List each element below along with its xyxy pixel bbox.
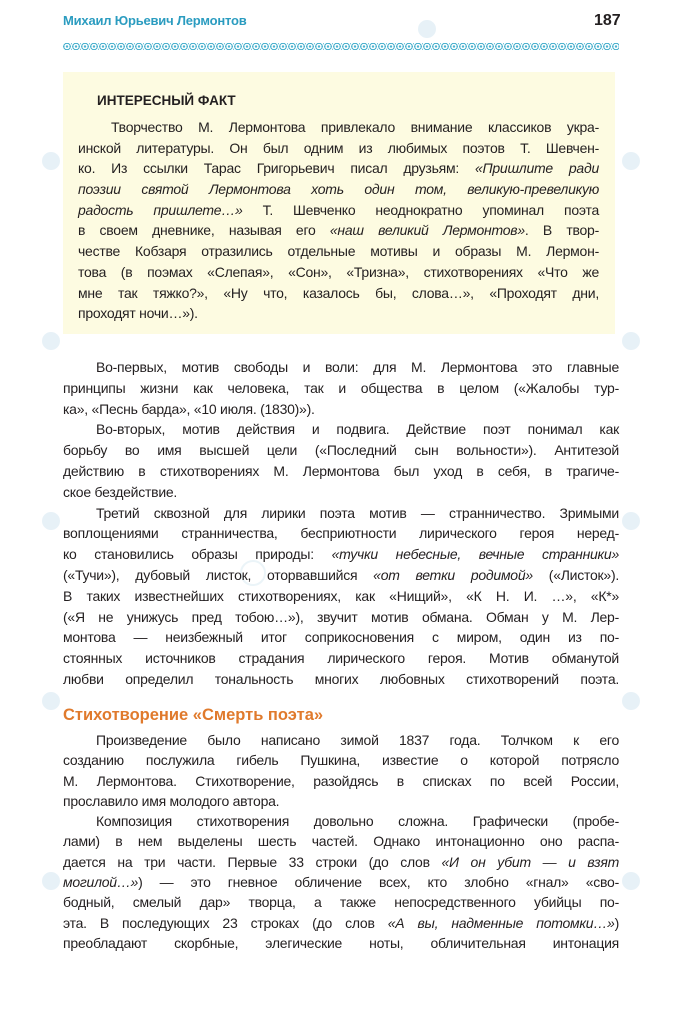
watermark-logo-icon <box>42 692 60 710</box>
watermark-logo-icon <box>622 152 640 170</box>
text-line <box>78 241 599 262</box>
text-line <box>78 303 599 324</box>
text-line <box>63 607 619 628</box>
text-line <box>78 138 599 159</box>
text-line <box>63 648 619 669</box>
text-segment: Во-первых, мотив свободы и воли: для М. Лермонтова это главные <box>96 359 619 375</box>
watermark-logo-icon <box>42 872 60 890</box>
text-line <box>63 419 619 440</box>
text-segment: воплощениями странничества, бесприютности лирического героя неред- <box>63 525 619 542</box>
text-line <box>78 262 599 283</box>
text-segment: принципы жизни как человека, так и общества в целом («Жалобы тур- <box>63 379 619 396</box>
text-segment: («Листок»). <box>532 566 619 583</box>
text-line <box>63 544 619 565</box>
text-line <box>63 771 619 791</box>
text-segment: преобладают скорбные, элегические ноты, обличительная интонация <box>63 934 619 951</box>
text-line <box>63 892 619 912</box>
text-segment: В таких известнейших стихотворениях, как «Нищий», «К Н. И. …», «К*» <box>63 587 619 604</box>
text-segment: мне так тяжко?», «Ну что, казалось бы, слова…», «Проходят дни, <box>78 284 599 301</box>
text-line <box>63 750 619 770</box>
text-segment: любви определил тональность многих любовных стихотворений поэта. <box>63 670 619 687</box>
text-segment: созданию послужила гибель Пушкина, известие о которой потрясло <box>63 752 619 769</box>
watermark-logo-icon <box>622 512 640 530</box>
text-line <box>63 357 619 378</box>
text-segment: инской литературы. Он был одним из любимых поэтов Т. Шевчен- <box>78 139 599 156</box>
text-line <box>63 627 619 648</box>
text-segment: бодный, смелый дар» творца, а также непосредственного убийцы по- <box>63 894 619 911</box>
text-segment: Во-вторых, мотив действия и подвига. Действие поэт понимал как <box>96 421 619 438</box>
text-segment: эта. В последующих 23 строках (до слов <box>63 914 388 931</box>
text-segment: това (в поэмах «Слепая», «Сон», «Тризна», стихотворениях «Что же <box>78 263 599 280</box>
text-line <box>63 482 619 503</box>
watermark-logo-icon <box>42 512 60 530</box>
text-line <box>63 565 619 586</box>
text-segment: . В твор- <box>524 222 599 239</box>
text-line <box>78 158 599 179</box>
text-segment: стоянных источников страдания лирического героя. Мотив обманутой <box>63 650 619 667</box>
text-segment: Творчество М. Лермонтова привлекало внимание классиков укра- <box>111 119 599 135</box>
text-segment: дается на три части. Первые 33 строки (до слов <box>63 853 442 870</box>
text-segment: лами) в нем выделены шесть частей. Однако интонационно оно распа- <box>63 833 619 850</box>
watermark-logo-icon <box>418 20 436 38</box>
watermark-logo-icon <box>622 692 640 710</box>
text-line <box>63 791 619 811</box>
text-segment: честве Кобзаря отразились отдельные мотивы и образы М. Лермон- <box>78 243 599 260</box>
text-segment: монтова — неизбежный итог соприкосновения с миром, один из по- <box>63 629 619 646</box>
text-segment: проходят ночи…»). <box>78 305 198 322</box>
italic-quote: «наш великий Лермонтов» <box>329 222 525 239</box>
text-line <box>63 503 619 524</box>
watermark-logo-icon <box>622 872 640 890</box>
italic-quote: радость пришлете…» <box>78 201 243 218</box>
text-segment: ) — это гневное обличение всех, кто злобно «гнал» «сво- <box>138 874 619 891</box>
text-line <box>63 461 619 482</box>
page-number: 187 <box>594 12 621 29</box>
italic-quote: «Пришлите ради <box>474 160 599 177</box>
text-segment: прославило имя молодого автора. <box>63 792 280 809</box>
text-segment: борьбу во имя высшей цели («Последний сын вольности»). Антитезой <box>63 442 619 459</box>
italic-quote: «А вы, надменные потомки…» <box>387 914 615 931</box>
text-segment: ко. Из ссылки Тарас Григорьевич писал друзьям: <box>78 160 475 177</box>
text-line <box>63 872 619 892</box>
text-line <box>63 440 619 461</box>
text-segment: ко становились образы природы: <box>63 546 332 563</box>
watermark-logo-icon <box>622 332 640 350</box>
watermark-logo-icon <box>42 152 60 170</box>
text-segment: М. Лермонтова. Стихотворение, разойдясь в списках по всей России, <box>63 772 619 789</box>
text-segment: действию в стихотворениях М. Лермонтова был уход в себя, в трагиче- <box>63 462 619 479</box>
text-segment: Произведение было написано зимой 1837 года. Толчком к его <box>96 732 619 748</box>
text-line <box>63 730 619 750</box>
italic-quote: «тучки небесные, вечные странники» <box>331 546 619 563</box>
text-segment: ка», «Песнь барда», «10 июля. (1830)»). <box>63 400 315 417</box>
text-line <box>63 399 619 420</box>
text-line <box>63 523 619 544</box>
text-segment: Композиция стихотворения довольно сложна. Графически (пробе- <box>96 813 619 830</box>
text-segment: Третий сквозной для лирики поэта мотив — странничество. Зримыми <box>96 504 619 521</box>
body-text <box>63 357 619 690</box>
running-header-author: Михаил Юрьевич Лермонтов <box>63 13 247 28</box>
text-line <box>63 913 619 933</box>
text-line <box>63 933 619 953</box>
text-line <box>78 200 599 221</box>
text-line <box>78 117 599 138</box>
section-text <box>63 730 619 953</box>
text-line <box>63 378 619 399</box>
italic-quote: поэзии святой Лермонтова хоть один том, великую-превеликую <box>78 181 599 198</box>
text-line <box>78 179 599 200</box>
italic-quote: могилой…» <box>63 874 139 891</box>
text-segment: ) <box>614 914 620 931</box>
decorative-ornament-divider <box>63 43 619 50</box>
watermark-logo-icon <box>42 332 60 350</box>
text-line <box>78 220 599 241</box>
text-line <box>78 283 599 304</box>
text-segment: («Я не унижусь пред тобою…»), звучит мотив обмана. Обман у М. Лер- <box>63 608 619 625</box>
text-segment: Т. Шевченко неоднократно упоминал поэта <box>242 201 599 218</box>
italic-quote: «И он убит — и взят <box>441 853 619 870</box>
text-line <box>63 586 619 607</box>
text-line <box>63 669 619 690</box>
text-line <box>63 811 619 831</box>
text-line <box>63 852 619 872</box>
fact-box-title: ИНТЕРЕСНЫЙ ФАКТ <box>97 93 236 108</box>
text-line <box>63 831 619 851</box>
text-segment: ское бездействие. <box>63 483 178 500</box>
section-heading: Стихотворение «Смерть поэта» <box>63 706 324 724</box>
text-segment: («Тучи»), дубовый листок, оторвавшийся <box>63 566 374 583</box>
fact-box-text <box>78 117 599 324</box>
italic-quote: «от ветки родимой» <box>373 566 533 583</box>
text-segment: в своем дневнике, называя его <box>78 222 330 239</box>
